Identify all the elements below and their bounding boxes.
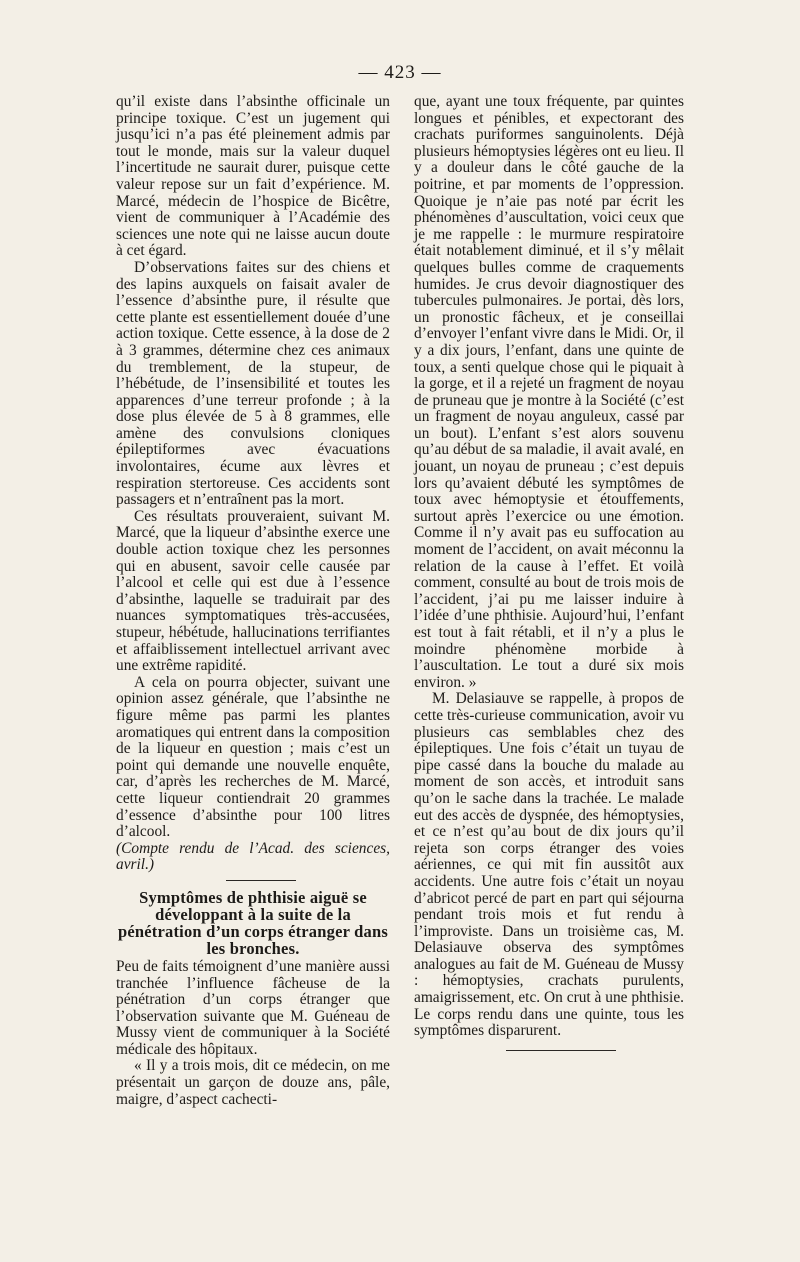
paragraph: D’observations faites sur des chiens et des lapins auxquels on faisait avaler de l’essence d’absinthe pure, il résulte que cette plante est essentiellement douée d’une action toxique. Cette essence, à la dose de 2 à 3 grammes, détermine chez ces animaux du tremblement, de la stupeur, de l’hébétude, de l’insensibilité et toutes les apparences d’une terreur profonde ; à la dose plus élevée de 5 à 8 grammes, elle amène des convulsions cloniques épileptiformes avec évacuations involontaires, écume aux lèvres et respiration stertoreuse. Ces accidents sont passagers et n’entraînent pas la mort. — [116, 258, 390, 509]
end-divider — [506, 1050, 616, 1051]
paragraph: M. Delasiauve se rappelle, à propos de cette très-curieuse communication, avoir vu plusieurs cas semblables chez des épileptiques. Une fois c’était un tuyau de pipe cassé dans la bouche du malade au moment de son accès, et introduit sans qu’on le sache dans la trachée. Le malade eut des accès de dyspnée, des hémoptysies, et ce n’est qu’au bout de dix jours qu’il rejeta son corps étranger des voies aériennes, ce qui mit fin aussitôt aux accidents. Une autre fois c’était un noyau d’abricot percé de part en part qui séjourna pendant trois mois et fut rendu à l’improviste. Dans un troisième cas, M. Delasiauve observa des symptômes analogues au fait de M. Guéneau de Mussy : hémoptysies, crachats purulents, amaigrissement, etc. On crut à une phthisie. Le corps rendu dans une quinte, tous les symptômes disparurent. — [414, 690, 684, 1040]
page-number: — 423 — — [358, 62, 442, 83]
section-divider — [226, 880, 296, 881]
paragraph: que, ayant une toux fréquente, par quintes longues et pénibles, et expectorant des crachats puriformes sanguinolents. Déjà plusieurs hémoptysies légères ont eu lieu. Il y a douleur dans le côté gauche de la poitrine, et par moments de l’oppression. Quoique je n’aie pas noté par écrit les phénomènes d’auscultation, voici ceux que je me rappelle : le murmure respiratoire était notablement diminué, et il s’y mêlait quelques bulles comme de craquements humides. Je crus devoir diagnostiquer des tubercules pulmonaires. Je portai, dès lors, un pronostic fâcheux, et je conseillai d’envoyer l’enfant vivre dans le Midi. Or, il y a dix jours, l’enfant, dans une quinte de toux, a senti quelque chose qui le piquait à la gorge, et il a rejeté un fragment de noyau de pruneau que je montre à la Société (c’est un fragment de noyau anguleux, cassé par un bout). L’enfant s’est alors souvenu qu’au début de sa maladie, il avait avalé, en jouant, un noyau de pruneau ; c’est depuis lors qu’avaient débuté les symptômes de toux avec hémoptysie et étouffements, surtout après l’exercice ou une émotion. Comme il n’y avait pas eu suffocation au moment de l’accident, on avait méconnu la relation de la cause à l’effet. Et voilà comment, consulté au bout de trois mois de l’accident, j’ai pu me laisser induire à l’idée d’une phthisie. Aujourd’hui, l’enfant est tout à fait rétabli, et il n’y a plus le moindre phénomène morbide à l’auscultation. Le tout a duré six mois environ. » — [414, 93, 684, 691]
left-column — [116, 94, 390, 1108]
section-heading: Symptômes de phthisie aiguë se développant à la suite de la pénétration d’un corps étranger dans les bronches. — [118, 887, 388, 958]
paragraph: qu’il existe dans l’absinthe officinale un principe toxique. C’est un jugement qui jusqu’ici n’a pas été pleinement admis par tout le monde, mais sur la valeur duquel l’incertitude ne saurait durer, puisque cette valeur repose sur un fait d’expérience. M. Marcé, médecin de l’hospice de Bicêtre, vient de communiquer à l’Académie des sciences une note qui ne laisse aucun doute à cet égard. — [116, 93, 390, 260]
right-column — [414, 94, 684, 1051]
paragraph: Peu de faits témoignent d’une manière aussi tranchée l’influence fâcheuse de la pénétration d’un corps étranger que l’observation suivante que M. Guéneau de Mussy vient de communiquer à la Société médicale des hôpitaux. — [116, 957, 390, 1058]
paragraph: Ces résultats prouveraient, suivant M. Marcé, que la liqueur d’absinthe exerce une double action toxique chez les personnes qui en abusent, savoir celle causée par l’alcool et celle qui est due à l’essence d’absinthe, laquelle se traduirait par des nuances symptomatiques très-accusées, stupeur, hébétude, hallucinations terrifiantes et affaiblissement intellectuel arrivant avec une extrême rapidité. — [116, 507, 390, 675]
citation: (Compte rendu de l’Acad. des sciences, avril.) — [116, 839, 390, 874]
section-heading-block — [116, 889, 390, 957]
paragraph: « Il y a trois mois, dit ce médecin, on me présentait un garçon de douze ans, pâle, maigre, d’aspect cachecti- — [116, 1057, 390, 1108]
paragraph: A cela on pourra objecter, suivant une opinion assez générale, que l’absinthe ne figure même pas parmi les plantes aromatiques qui entrent dans la composition de la liqueur en question ; mais c’est un point qui demande une nouvelle enquête, car, d’après les recherches de M. Marcé, cette liqueur contiendrait 20 grammes d’essence d’absinthe pour 100 litres d’alcool. — [116, 673, 390, 841]
